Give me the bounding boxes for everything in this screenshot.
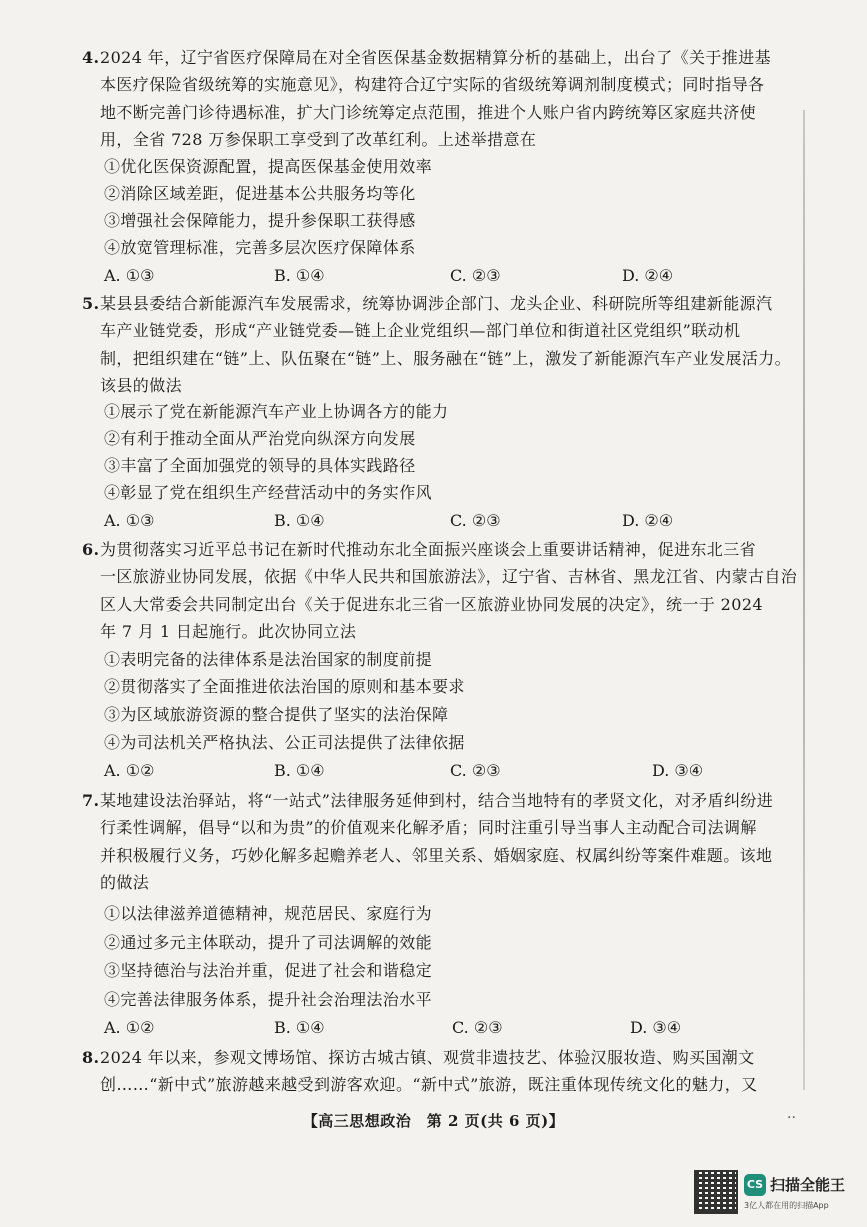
stem-line: 一区旅游业协同发展，依据《中华人民共和国旅游法》，辽宁省、吉林省、黑龙江省、内蒙古自治: [100, 567, 798, 587]
stem-line: 创……“新中式”旅游越来越受到游客欢迎。“新中式”旅游，既注重体现传统文化的魅力，又: [100, 1075, 758, 1095]
camscanner-logo-icon: CS: [744, 1174, 766, 1196]
qr-code-icon: [694, 1170, 738, 1214]
option-2: ②通过多元主体联动，提升了司法调解的效能: [104, 933, 433, 952]
option-3: ③丰富了全面加强党的领导的具体实践路径: [104, 456, 416, 475]
question-number: 6.: [82, 540, 100, 559]
stem-line: 该县的做法: [100, 375, 183, 395]
choice-b[interactable]: B. ①④: [274, 1018, 325, 1037]
choice-b[interactable]: B. ①④: [274, 266, 325, 285]
choice-c[interactable]: C. ②③: [450, 266, 501, 285]
option-2: ②贯彻落实了全面推进依法治国的原则和基本要求: [104, 677, 465, 696]
stem-line: 地不断完善门诊待遇标准，扩大门诊统筹定点范围，推进个人账户省内跨统筹区家庭共济使: [100, 102, 757, 122]
choice-row: [104, 757, 794, 784]
stem-line: 本医疗保险省级统筹的实施意见》，构建符合辽宁实际的省级统筹调剂制度模式；同时指导各: [100, 75, 765, 95]
option-1: ①表明完备的法律体系是法治国家的制度前提: [104, 650, 433, 669]
choice-a[interactable]: A. ①②: [104, 761, 155, 780]
choice-c[interactable]: C. ②③: [450, 511, 501, 530]
question-number: 7.: [82, 791, 100, 810]
question-number: 5.: [82, 294, 100, 313]
choice-c[interactable]: C. ②③: [452, 1018, 503, 1037]
footer-dots: ··: [787, 1110, 796, 1126]
page-footer: 【高三思想政治 第 2 页(共 6 页)】: [302, 1112, 565, 1130]
stem-line: 年 7 月 1 日起施行。此次协同立法: [100, 621, 357, 641]
question-6-stem: [82, 536, 800, 645]
stem-line: 2024 年，辽宁省医疗保障局在对全省医保基金数据精算分析的基础上，出台了《关于推进基: [100, 48, 772, 67]
option-2: ②消除区域差距，促进基本公共服务均等化: [104, 184, 416, 203]
choice-b[interactable]: B. ①④: [274, 761, 325, 780]
camscanner-name: 扫描全能王: [770, 1176, 846, 1194]
scan-shadow-line: [803, 110, 805, 1090]
option-2: ②有利于推动全面从严治党向纵深方向发展: [104, 429, 416, 448]
camscanner-watermark: [694, 1168, 854, 1220]
stem-line: 车产业链党委，形成“产业链党委—链上企业党组织—部门单位和街道社区党组织”联动机: [100, 321, 741, 341]
question-5-stem: [82, 290, 800, 399]
stem-line: 区人大常委会共同制定出台《关于促进东北三省一区旅游业协同发展的决定》，统一于 2024: [100, 594, 764, 614]
choice-d[interactable]: D. ②④: [622, 266, 674, 285]
choice-b[interactable]: B. ①④: [274, 511, 325, 530]
question-number: 4.: [82, 48, 100, 67]
option-1: ①展示了党在新能源汽车产业上协调各方的能力: [104, 402, 449, 421]
option-4: ④为司法机关严格执法、公正司法提供了法律依据: [104, 733, 465, 752]
question-7-stem: [82, 787, 800, 896]
choice-row: [104, 507, 794, 534]
option-3: ③增强社会保障能力，提升参保职工获得感: [104, 211, 416, 230]
choice-d[interactable]: D. ③④: [652, 761, 704, 780]
stem-line: 某地建设法治驿站，将“一站式”法律服务延伸到村，结合当地特有的孝贤文化，对矛盾纠纷进: [100, 791, 774, 810]
stem-line: 的做法: [100, 872, 150, 892]
option-4: ④彰显了党在组织生产经营活动中的务实作风: [104, 483, 433, 502]
choice-d[interactable]: D. ③④: [630, 1018, 682, 1037]
choice-c[interactable]: C. ②③: [450, 761, 501, 780]
stem-line: 行柔性调解，倡导“以和为贵”的价值观来化解矛盾；同时注重引导当事人主动配合司法调解: [100, 818, 757, 838]
choice-row: [104, 262, 794, 289]
question-number: 8.: [82, 1048, 100, 1067]
choice-a[interactable]: A. ①③: [104, 511, 155, 530]
choice-a[interactable]: A. ①③: [104, 266, 155, 285]
stem-line: 用，全省 728 万参保职工享受到了改革红利。上述举措意在: [100, 129, 537, 149]
choice-row: [104, 1014, 794, 1041]
question-8-stem: [82, 1044, 800, 1099]
question-4-stem: [82, 44, 800, 153]
stem-line: 并积极履行义务，巧妙化解多起赡养老人、邻里关系、婚姻家庭、权属纠纷等案件难题。该地: [100, 845, 773, 865]
option-1: ①以法律滋养道德精神，规范居民、家庭行为: [104, 904, 433, 923]
camscanner-tagline: 3亿人都在用的扫描App: [744, 1201, 829, 1210]
option-3: ③坚持德治与法治并重，促进了社会和谐稳定: [104, 961, 433, 980]
option-3: ③为区域旅游资源的整合提供了坚实的法治保障: [104, 705, 449, 724]
choice-a[interactable]: A. ①②: [104, 1018, 155, 1037]
option-4: ④完善法律服务体系，提升社会治理法治水平: [104, 990, 433, 1009]
option-1: ①优化医保资源配置，提高医保基金使用效率: [104, 157, 433, 176]
option-4: ④放宽管理标准，完善多层次医疗保障体系: [104, 238, 416, 257]
stem-line: 某县县委结合新能源汽车发展需求，统筹协调涉企部门、龙头企业、科研院所等组建新能源汽: [100, 294, 773, 313]
stem-line: 为贯彻落实习近平总书记在新时代推动东北全面振兴座谈会上重要讲话精神，促进东北三省: [100, 540, 757, 559]
stem-line: 制，把组织建在“链”上、队伍聚在“链”上、服务融在“链”上，激发了新能源汽车产业发展活力。: [100, 348, 792, 368]
stem-line: 2024 年以来，参观文博场馆、探访古城古镇、观赏非遗技艺、体验汉服妆造、购买国潮文: [100, 1048, 755, 1067]
choice-d[interactable]: D. ②④: [622, 511, 674, 530]
